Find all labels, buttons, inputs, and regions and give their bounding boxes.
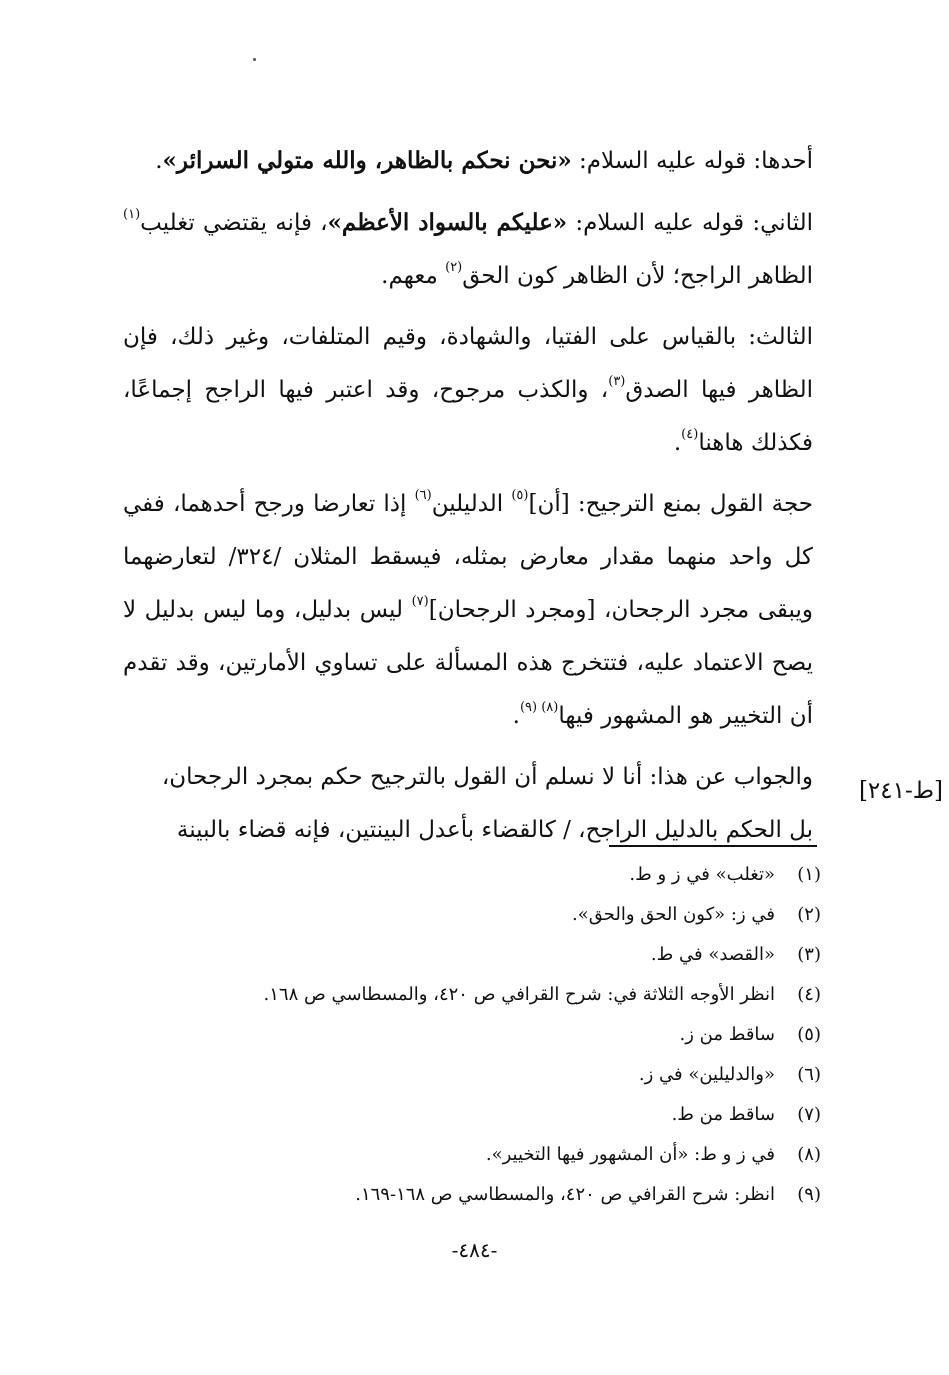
paragraph-3 bbox=[123, 311, 813, 470]
footnote-text: ساقط من ز. bbox=[679, 1024, 775, 1045]
footnote-item bbox=[121, 1015, 821, 1055]
footnote-ref-3: (٣) bbox=[608, 374, 626, 389]
footnote-text: انظر: شرح القرافي ص ٤٢٠، والمسطاسي ص ١٦٨-١٦٩. bbox=[355, 1184, 775, 1205]
footnotes-list bbox=[121, 855, 821, 1215]
hadith-quote-1: «نحن نحكم بالظاهر، والله متولي السرائر» bbox=[162, 147, 572, 174]
footnote-number: (٤) bbox=[797, 984, 821, 1005]
footnote-number: (٨) bbox=[797, 1144, 821, 1165]
p3-mid: ، والكذب مرجوح، وقد اعتبر فيها الراجح إجماعًا، فكذلك هاهنا bbox=[123, 377, 813, 456]
footnote-number: (٧) bbox=[797, 1104, 821, 1125]
p4-mid3: ليس بدليل، وما ليس بدليل لا يصح الاعتماد عليه، فتتخرج هذه المسألة على تساوي الأمارتين، وقد تقدم أن التخيير هو المشهور فيها bbox=[123, 597, 813, 729]
hadith-quote-2: «عليكم بالسواد الأعظم» bbox=[327, 209, 568, 236]
main-text bbox=[123, 134, 813, 865]
footnote-item bbox=[121, 1055, 821, 1095]
p2-mid: ، فإنه يقتضي تغليب bbox=[140, 210, 328, 236]
footnote-item bbox=[121, 1095, 821, 1135]
footnote-item bbox=[121, 935, 821, 975]
footnote-number: (٢) bbox=[797, 904, 821, 925]
paragraph-5 bbox=[123, 751, 813, 857]
footnote-text: في ز و ط: «أن المشهور فيها التخيير». bbox=[485, 1144, 775, 1165]
footnote-text: «والدليلين» في ز. bbox=[638, 1064, 775, 1085]
paragraph-2 bbox=[123, 196, 813, 303]
footnote-item bbox=[121, 855, 821, 895]
p3-end: . bbox=[673, 430, 682, 456]
footnote-separator bbox=[609, 845, 817, 847]
p2-mid2: الظاهر الراجح؛ لأن الظاهر كون الحق bbox=[462, 263, 813, 289]
footnote-ref-1: (١) bbox=[123, 207, 141, 222]
p5-line-2 bbox=[177, 817, 813, 843]
p5-line2-text: بل الحكم بالدليل الراجح، / كالقضاء بأعدل البينتين، فإنه قضاء بالبينة bbox=[176, 817, 813, 843]
page-number: -٤٨٤- bbox=[451, 1238, 498, 1262]
p5-line1-text: والجواب عن هذا: أنا لا نسلم أن القول بالترجيح حكم بمجرد الرجحان، bbox=[161, 764, 813, 790]
footnote-ref-7: (٧) bbox=[411, 594, 429, 609]
footnote-number: (٩) bbox=[797, 1184, 821, 1205]
paragraph-1 bbox=[123, 134, 813, 188]
p4-mid2: إذا تعارضا ورجح أحدهما، ففي كل واحد منهما مقدار معارض بمثله، فيسقط المثلان /٣٢٤/ لتعارضهما ويبقى مجرد الرجحان، [ومجرد الرجحان] bbox=[123, 491, 813, 623]
footnote-text: في ز: «كون الحق والحق». bbox=[571, 904, 775, 925]
p2-end: معهم. bbox=[381, 263, 446, 289]
footnote-text: ساقط من ط. bbox=[671, 1104, 775, 1125]
p3-lead: الثالث: بالقياس على الفتيا، والشهادة، وقيم المتلفات، وغير ذلك، فإن الظاهر فيها الصدق bbox=[123, 324, 813, 403]
footnote-ref-4: (٤) bbox=[681, 427, 699, 442]
footnote-text: «القصد» في ط. bbox=[650, 944, 775, 965]
footnote-ref-5: (٥) bbox=[511, 488, 529, 503]
footnote-ref-2: (٢) bbox=[445, 260, 463, 275]
p1-end: . bbox=[155, 148, 163, 174]
footnote-item bbox=[121, 1175, 821, 1215]
p2-lead: الثاني: قوله عليه السلام: bbox=[567, 210, 813, 236]
p1-lead: أحدها: قوله عليه السلام: bbox=[571, 148, 813, 174]
speck bbox=[253, 58, 256, 61]
p4-lead: حجة القول بمنع الترجيح: [أن] bbox=[528, 491, 814, 517]
footnote-number: (١) bbox=[797, 864, 821, 885]
footnote-text: «تغلب» في ز و ط. bbox=[629, 864, 775, 885]
margin-page-marker: [ط-٢٤١] bbox=[858, 778, 943, 804]
p4-end: . bbox=[512, 703, 520, 729]
footnote-number: (٥) bbox=[797, 1024, 821, 1045]
footnote-text: انظر الأوجه الثلاثة في: شرح القرافي ص ٤٢٠، والمسطاسي ص ١٦٨. bbox=[263, 984, 775, 1005]
footnote-item bbox=[121, 975, 821, 1015]
p5-line-1 bbox=[162, 764, 813, 790]
footnote-ref-8-9: (٨) (٩) bbox=[519, 700, 559, 715]
footnote-item bbox=[121, 1135, 821, 1175]
p4-mid: الدليلين bbox=[431, 491, 512, 517]
paragraph-4 bbox=[123, 478, 813, 743]
footnote-number: (٦) bbox=[797, 1064, 821, 1085]
footnote-number: (٣) bbox=[797, 944, 821, 965]
footnote-item bbox=[121, 895, 821, 935]
footnote-ref-6: (٦) bbox=[414, 488, 432, 503]
